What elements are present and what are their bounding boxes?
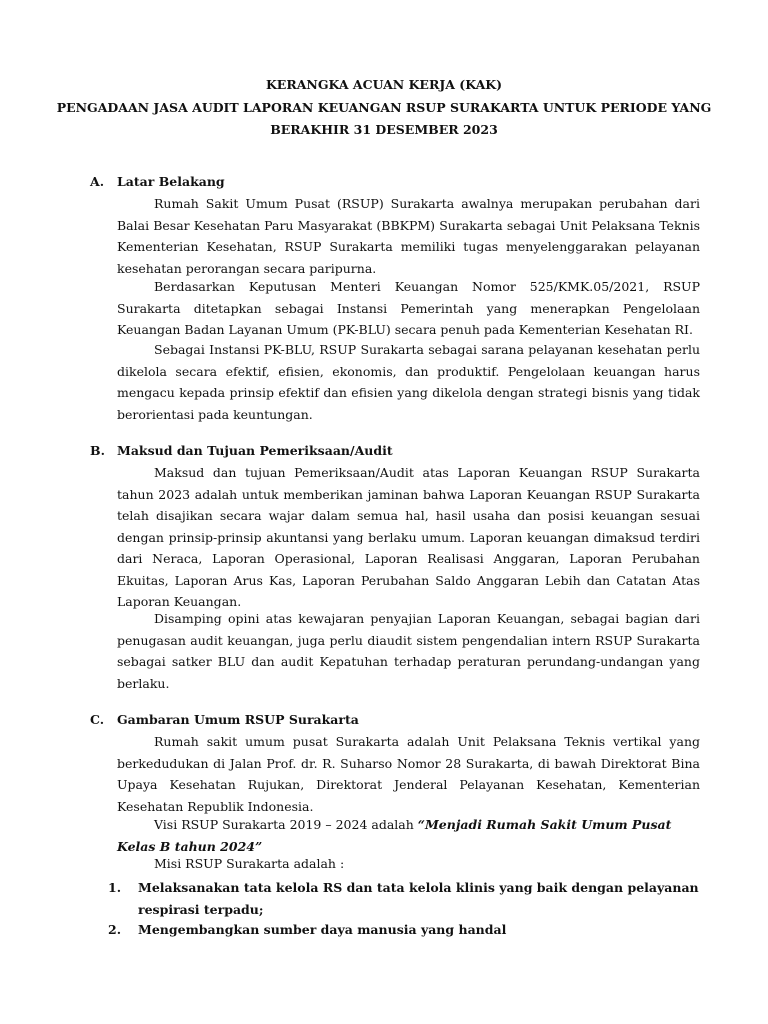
section-a-letter: A. (90, 174, 105, 189)
visi-prefix: Visi RSUP Surakarta 2019 – 2024 adalah (154, 817, 418, 832)
misi-intro: Misi RSUP Surakarta adalah : (154, 856, 345, 871)
doc-title-line-2: PENGADAAN JASA AUDIT LAPORAN KEUANGAN RSUP SURAKARTA UNTUK PERIODE YANG (56, 100, 712, 115)
visi-text: “Menjadi Rumah Sakit Umum Pusat Kelas B tahun 2024” (117, 817, 672, 854)
misi-item-number: 1. (108, 880, 122, 895)
visi-statement (117, 814, 700, 857)
section-a-paragraph-3: Sebagai Instansi PK-BLU, RSUP Surakarta sebagai sarana pelayanan kesehatan perlu dikelola secara efektif, efisien, ekonomis, dan produktif. Pengelolaan keuangan harus mengacu kepada prinsip efektif dan efisien yang dikelola dengan strategi bisnis yang tidak berorientasi pada keuntungan. (117, 342, 700, 422)
misi-item (108, 919, 700, 941)
misi-item-text: Melaksanakan tata kelola RS dan tata kelola klinis yang baik dengan pelayanan respirasi terpadu; (138, 880, 699, 917)
section-b-paragraph-1: Maksud dan tujuan Pemeriksaan/Audit atas Laporan Keuangan RSUP Surakarta tahun 2023 adalah untuk memberikan jaminan bahwa Laporan Keuangan RSUP Surakarta telah disajikan secara wajar dalam semua hal, hasil usaha dan posisi keuangan sesuai dengan prinsip-prinsip akuntansi yang berlaku umum. Laporan keuangan dimaksud terdiri dari Neraca, Laporan Operasional, Laporan Realisasi Anggaran, Laporan Perubahan Ekuitas, Laporan Arus Kas, Laporan Perubahan Saldo Anggaran Lebih dan Catatan Atas Laporan Keuangan. (117, 465, 700, 609)
section-c-title: Gambaran Umum RSUP Surakarta (117, 712, 359, 727)
section-a-paragraph-2: Berdasarkan Keputusan Menteri Keuangan Nomor 525/KMK.05/2021, RSUP Surakarta ditetapkan sebagai Instansi Pemerintah yang menerapkan Pengelolaan Keuangan Badan Layanan Umum (PK-BLU) secara penuh pada Kementerian Kesehatan RI. (117, 279, 700, 337)
misi-item-text: Mengembangkan sumber daya manusia yang handal (138, 922, 507, 937)
doc-title-line-1: KERANGKA ACUAN KERJA (KAK) (265, 77, 503, 92)
section-a-paragraph-1: Rumah Sakit Umum Pusat (RSUP) Surakarta awalnya merupakan perubahan dari Balai Besar Kesehatan Paru Masyarakat (BBKPM) Surakarta sebagai Unit Pelaksana Teknis Kementerian Kesehatan, RSUP Surakarta memiliki tugas menyelenggarakan pelayanan kesehatan perorangan secara paripurna. (117, 196, 700, 276)
section-b-paragraph-2: Disamping opini atas kewajaran penyajian Laporan Keuangan, sebagai bagian dari penugasan audit keuangan, juga perlu diaudit sistem pengendalian intern RSUP Surakarta sebagai satker BLU dan audit Kepatuhan terhadap peraturan perundang-undangan yang berlaku. (117, 611, 700, 691)
misi-item (108, 877, 700, 921)
section-a-title: Latar Belakang (117, 174, 225, 189)
section-c-letter: C. (90, 712, 105, 727)
section-c-paragraph-1: Rumah sakit umum pusat Surakarta adalah Unit Pelaksana Teknis vertikal yang berkedudukan di Jalan Prof. dr. R. Suharso Nomor 28 Surakarta, di bawah Direktorat Bina Upaya Kesehatan Rujukan, Direktorat Jenderal Pelayanan Kesehatan, Kementerian Kesehatan Republik Indonesia. (117, 734, 700, 814)
doc-title-line-3: BERAKHIR 31 DESEMBER 2023 (270, 122, 498, 137)
section-b-letter: B. (90, 443, 105, 458)
misi-item-number: 2. (108, 922, 122, 937)
section-b-title: Maksud dan Tujuan Pemeriksaan/Audit (117, 443, 393, 458)
